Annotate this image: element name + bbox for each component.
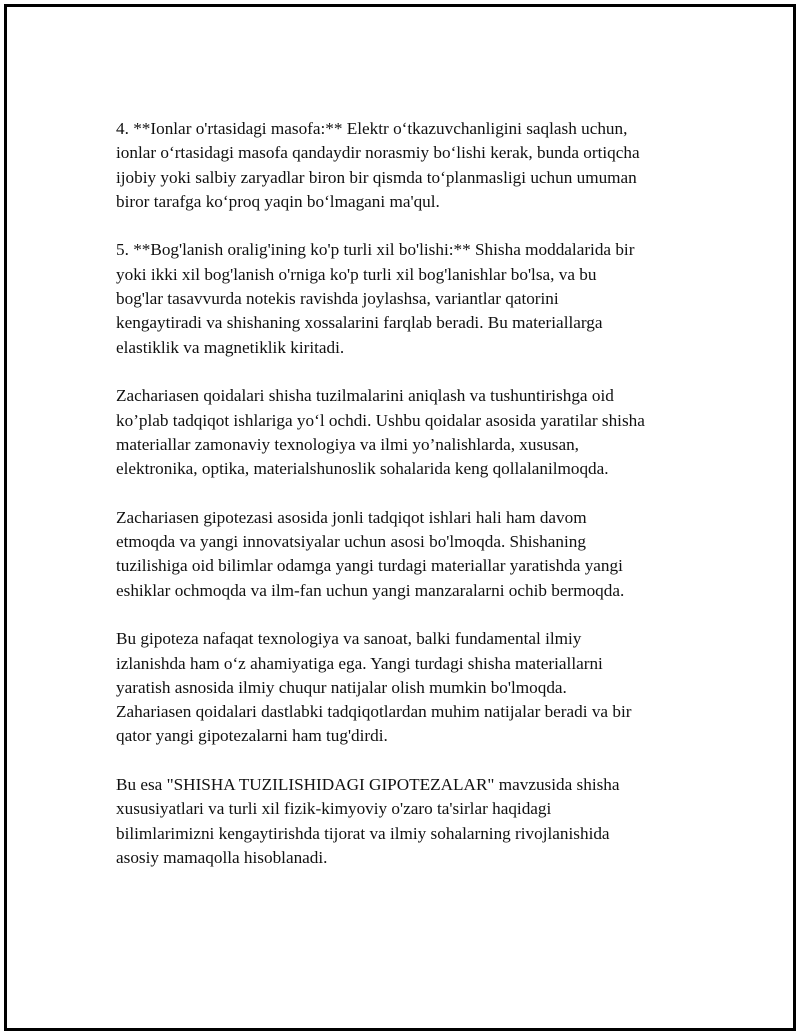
- text-line: 4. **Ionlar o'rtasidagi masofa:** Elektr o‘tkazuvchanligini saqlash uchun,: [116, 119, 628, 138]
- text-line: Zahariasen qoidalari dastlabki tadqiqotlardan muhim natijalar beradi va bir: [116, 702, 632, 722]
- text-line: yaratish asnosida ilmiy chuqur natijalar olish mumkin bo'lmoqda.: [116, 677, 567, 697]
- paragraph-fundamental-research: [116, 627, 696, 748]
- paragraph-ion-distance: [116, 117, 696, 214]
- text-line: biror tarafga ko‘proq yaqin bo‘lmagani ma'qul.: [116, 191, 440, 211]
- document-body: [116, 117, 696, 895]
- paragraph-zachariasen-rules: [116, 384, 696, 481]
- paragraph-zachariasen-hypothesis: [116, 506, 696, 603]
- text-line: xususiyatlari va turli xil fizik-kimyoviy o'zaro ta'sirlar haqidagi: [116, 799, 552, 819]
- paragraph-conclusion: [116, 773, 696, 870]
- text-line: Zachariasen qoidalari shisha tuzilmalarini aniqlash va tushuntirishga oid: [116, 386, 614, 406]
- text-line: Bu esa "SHISHA TUZILISHIDAGI GIPOTEZALAR" mavzusida shisha: [116, 775, 620, 795]
- text-line: bilimlarimizni kengaytirishda tijorat va ilmiy sohalarning rivojlanishida: [116, 823, 610, 843]
- text-line: materiallar zamonaviy texnologiya va ilmi yo’nalishlarda, xususan,: [116, 434, 579, 454]
- text-line: ko’plab tadqiqot ishlariga yo‘l ochdi. Ushbu qoidalar asosida yaratilar shisha: [116, 410, 645, 430]
- text-line: elastiklik va magnetiklik kiritadi.: [116, 337, 345, 357]
- text-line: izlanishda ham o‘z ahamiyatiga ega. Yangi turdagi shisha materiallarni: [116, 653, 603, 673]
- text-line: tuzilishiga oid bilimlar odamga yangi turdagi materiallar yaratishda yangi: [116, 556, 623, 576]
- text-line: eshiklar ochmoqda va ilm-fan uchun yangi manzaralarni ochib bermoqda.: [116, 580, 625, 600]
- text-line: qator yangi gipotezalarni ham tug'dirdi.: [116, 726, 388, 746]
- paragraph-bond-variety: [116, 238, 696, 359]
- text-line: Bu gipoteza nafaqat texnologiya va sanoat, balki fundamental ilmiy: [116, 629, 582, 649]
- text-line: yoki ikki xil bog'lanish o'rniga ko'p turli xil bog'lanishlar bo'lsa, va bu: [116, 264, 597, 284]
- text-line: bog'lar tasavvurda notekis ravishda joylashsa, variantlar qatorini: [116, 289, 559, 309]
- text-line: ionlar o‘rtasidagi masofa qandaydir norasmiy bo‘lishi kerak, bunda ortiqcha: [116, 143, 640, 163]
- text-line: ijobiy yoki salbiy zaryadlar biron bir qismda to‘planmasligi uchun umuman: [116, 167, 637, 187]
- text-line: etmoqda va yangi innovatsiyalar uchun asosi bo'lmoqda. Shishaning: [116, 532, 586, 552]
- text-line: elektronika, optika, materialshunoslik sohalarida keng qollalanilmoqda.: [116, 459, 609, 479]
- text-line: kengaytiradi va shishaning xossalarini farqlab beradi. Bu materiallarga: [116, 313, 603, 333]
- text-line: asosiy mamaqolla hisoblanadi.: [116, 847, 328, 867]
- text-line: Zachariasen gipotezasi asosida jonli tadqiqot ishlari hali ham davom: [116, 507, 587, 527]
- text-line: 5. **Bog'lanish oralig'ining ko'p turli xil bo'lishi:** Shisha moddalarida bir: [116, 240, 635, 260]
